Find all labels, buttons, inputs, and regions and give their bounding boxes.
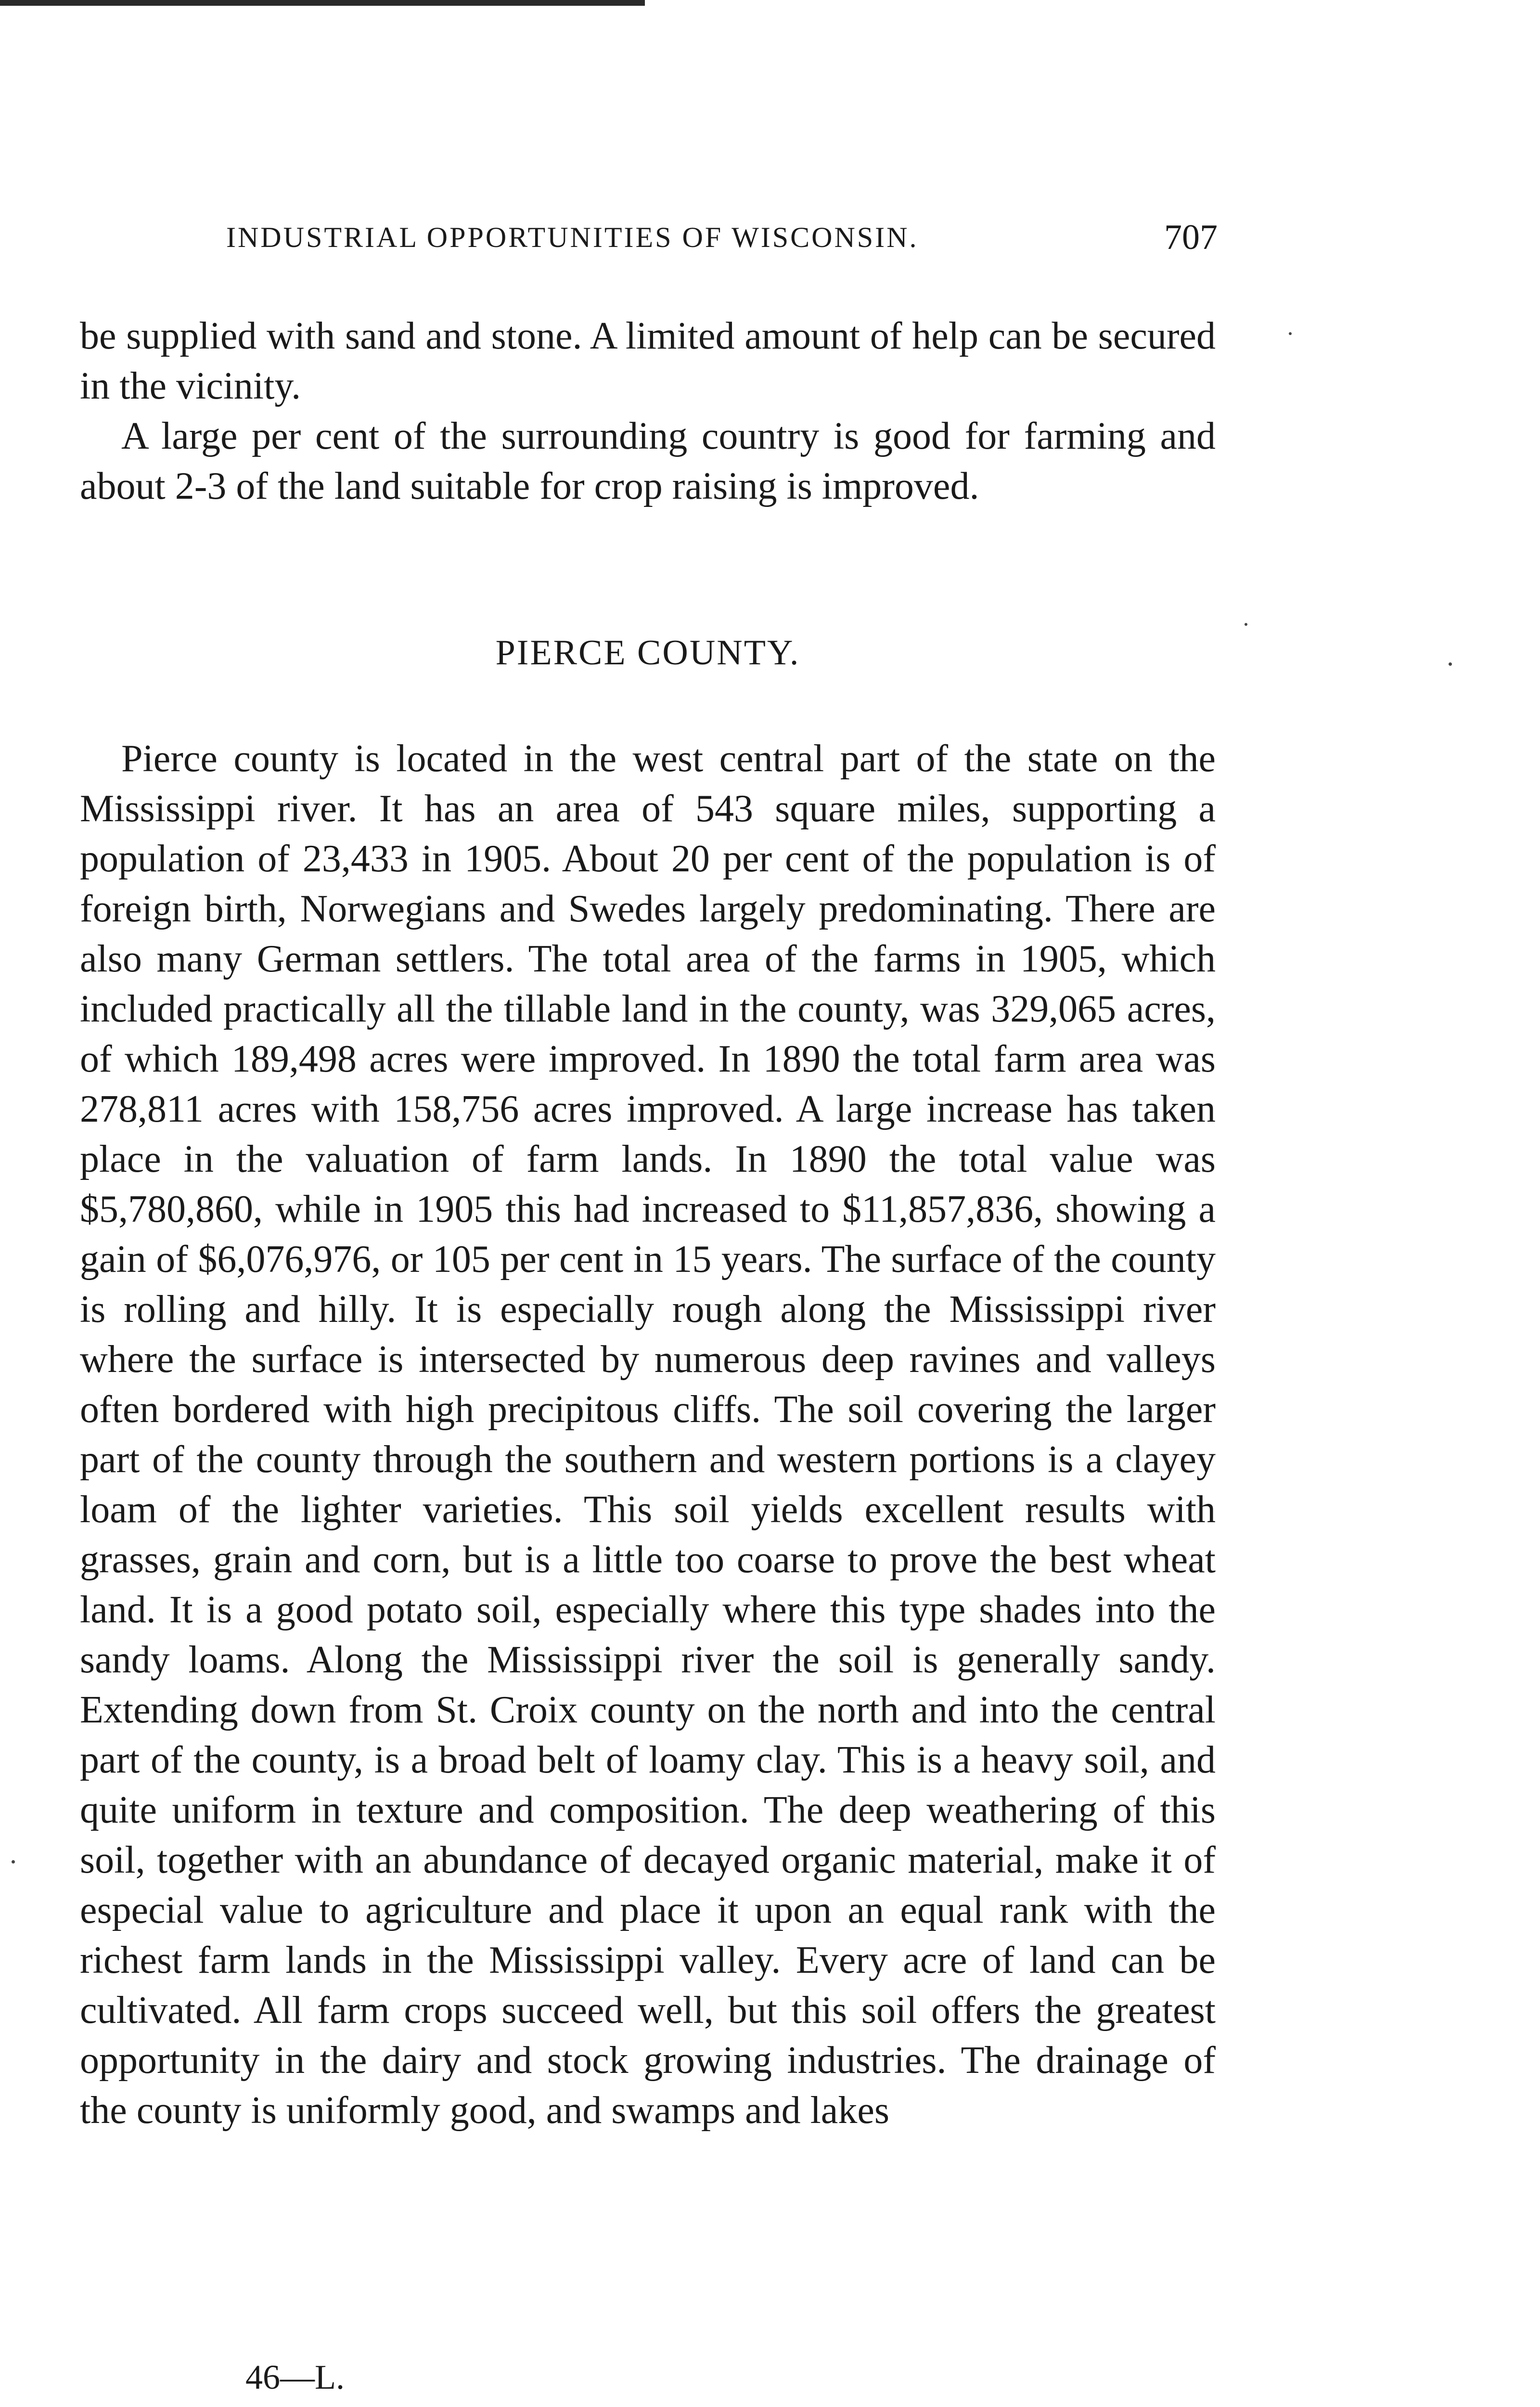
signature-mark: 46—L. xyxy=(245,2358,345,2396)
page-number: 707 xyxy=(1164,218,1218,257)
margin-speck xyxy=(12,1860,15,1863)
running-head-title: INDUSTRIAL OPPORTUNITIES OF WISCONSIN. xyxy=(226,221,919,253)
section-heading: PIERCE COUNTY. xyxy=(495,633,800,673)
margin-speck xyxy=(1449,662,1452,666)
continuation-text xyxy=(80,311,1216,511)
section-body xyxy=(80,734,1216,2135)
section-paragraph: Pierce county is located in the west central part of the state on the Mississippi river. It has an area of 543 square miles, supporting a population of 23,433 in 1905. About 20 per cent of the population is of foreign birth, Norwegians and Swedes largely predominating. There are also many German settlers. The total area of the farms in 1905, which included practically all the tillable land in the county, was 329,065 acres, of which 189,498 acres were improved. In 1890 the total farm area was 278,811 acres with 158,756 acres improved. A large increase has taken place in the valuation of farm lands. In 1890 the total value was $5,780,860, while in 1905 this had increased to $11,857,836, showing a gain of $6,076,976, or 105 per cent in 15 years. The surface of the county is rolling and hilly. It is especially rough along the Mississippi river where the surface is intersected by numerous deep ravines and valleys often bordered with high precipitous cliffs. The soil covering the larger part of the county through the southern and western portions is a clayey loam of the lighter varieties. This soil yields excellent results with grasses, grain and corn, but is a little too coarse to prove the best wheat land. It is a good potato soil, especially where this type shades into the sandy loams. Along the Mississippi river the soil is generally sandy. Extending down from St. Croix county on the north and into the central part of the county, is a broad belt of loamy clay. This is a heavy soil, and quite uniform in texture and composition. The deep weathering of this soil, together with an abundance of decayed organic material, make it of especial value to agriculture and place it upon an equal rank with the richest farm lands in the Mississippi valley. Every acre of land can be cultivated. All farm crops succeed well, but this soil offers the greatest opportunity in the dairy and stock growing industries. The drainage of the county is uniformly good, and swamps and lakes xyxy=(80,738,1216,2132)
top-rule xyxy=(0,0,645,6)
margin-speck xyxy=(1245,623,1247,626)
continuation-paragraph-2: A large per cent of the surrounding country is good for farming and about 2-3 of the land suitable for crop raising is improved. xyxy=(80,415,1216,507)
margin-speck xyxy=(1289,332,1292,335)
running-head xyxy=(226,216,1218,259)
continuation-paragraph-1: be supplied with sand and stone. A limited amount of help can be secured in the vicinity. xyxy=(80,315,1216,407)
